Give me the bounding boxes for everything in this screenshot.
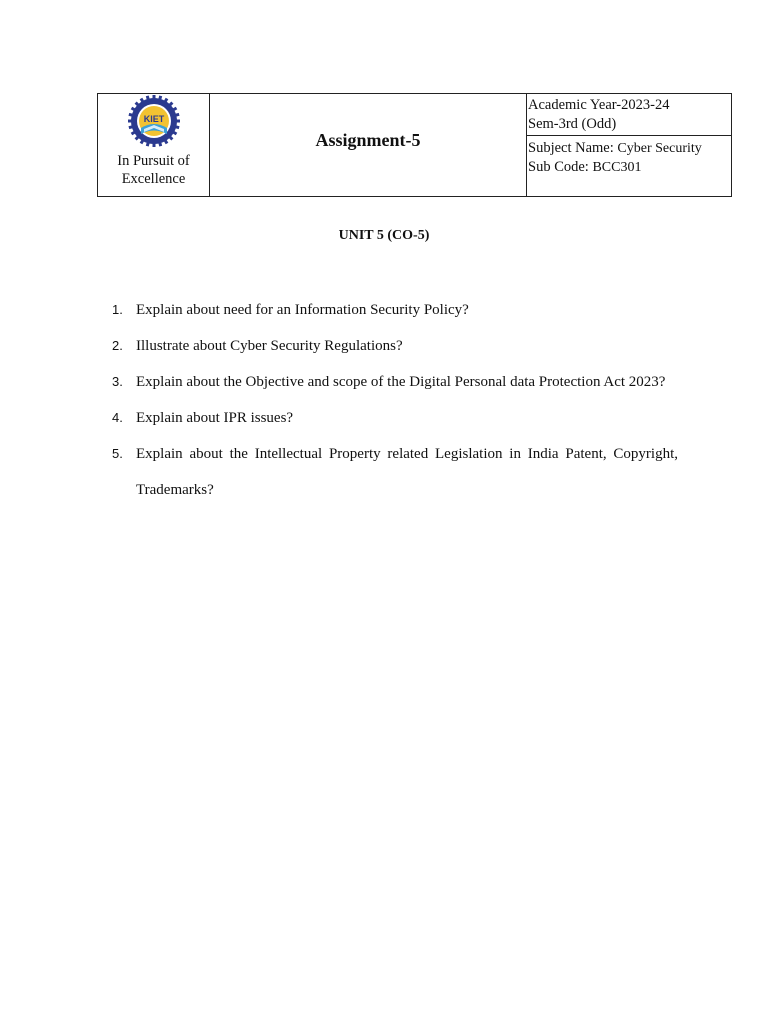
- subject-info: [527, 136, 731, 177]
- logo-cell: [98, 94, 210, 197]
- question-number: 3.: [112, 374, 123, 389]
- motto-line-2: Excellence: [121, 171, 186, 187]
- question-text: Explain about the Intellectual Property related Legislation in India Patent, Copyright, Trademarks?: [136, 446, 678, 498]
- question-number: 1.: [112, 302, 123, 317]
- question-item: [108, 328, 678, 364]
- question-list: [108, 292, 678, 508]
- motto-line-1: In Pursuit of: [117, 153, 190, 169]
- subject-code: [528, 158, 731, 177]
- question-text: Explain about need for an Information Security Policy?: [136, 302, 469, 318]
- subject-label: Subject Name:: [528, 140, 618, 156]
- code-value: BCC301: [592, 160, 642, 175]
- semester: Sem-3rd (Odd): [528, 116, 617, 132]
- logo-lettering: KIET: [143, 114, 164, 124]
- assignment-title: Assignment-5: [315, 129, 421, 150]
- question-item: [108, 364, 678, 400]
- code-label: Sub Code:: [528, 159, 593, 175]
- question-item: [108, 436, 678, 508]
- question-number: 5.: [112, 446, 123, 461]
- institute-logo: [127, 94, 181, 148]
- question-text: Illustrate about Cyber Security Regulations?: [136, 338, 403, 354]
- question-item: [108, 400, 678, 436]
- motto: [98, 152, 209, 188]
- question-number: 2.: [112, 338, 123, 353]
- question-text: Explain about the Objective and scope of the Digital Personal data Protection Act 2023?: [136, 374, 666, 390]
- question-text: Explain about IPR issues?: [136, 410, 294, 426]
- academic-year: Academic Year-2023-24: [528, 97, 670, 113]
- header-table: [97, 93, 732, 197]
- title-cell: [210, 94, 527, 197]
- unit-heading: UNIT 5 (CO-5): [338, 228, 430, 243]
- academic-info: [527, 94, 731, 136]
- subject-value: Cyber Security: [617, 141, 702, 156]
- subject-name: [528, 139, 731, 158]
- question-item: [108, 292, 678, 328]
- question-number: 4.: [112, 410, 123, 425]
- info-cell: [527, 94, 732, 197]
